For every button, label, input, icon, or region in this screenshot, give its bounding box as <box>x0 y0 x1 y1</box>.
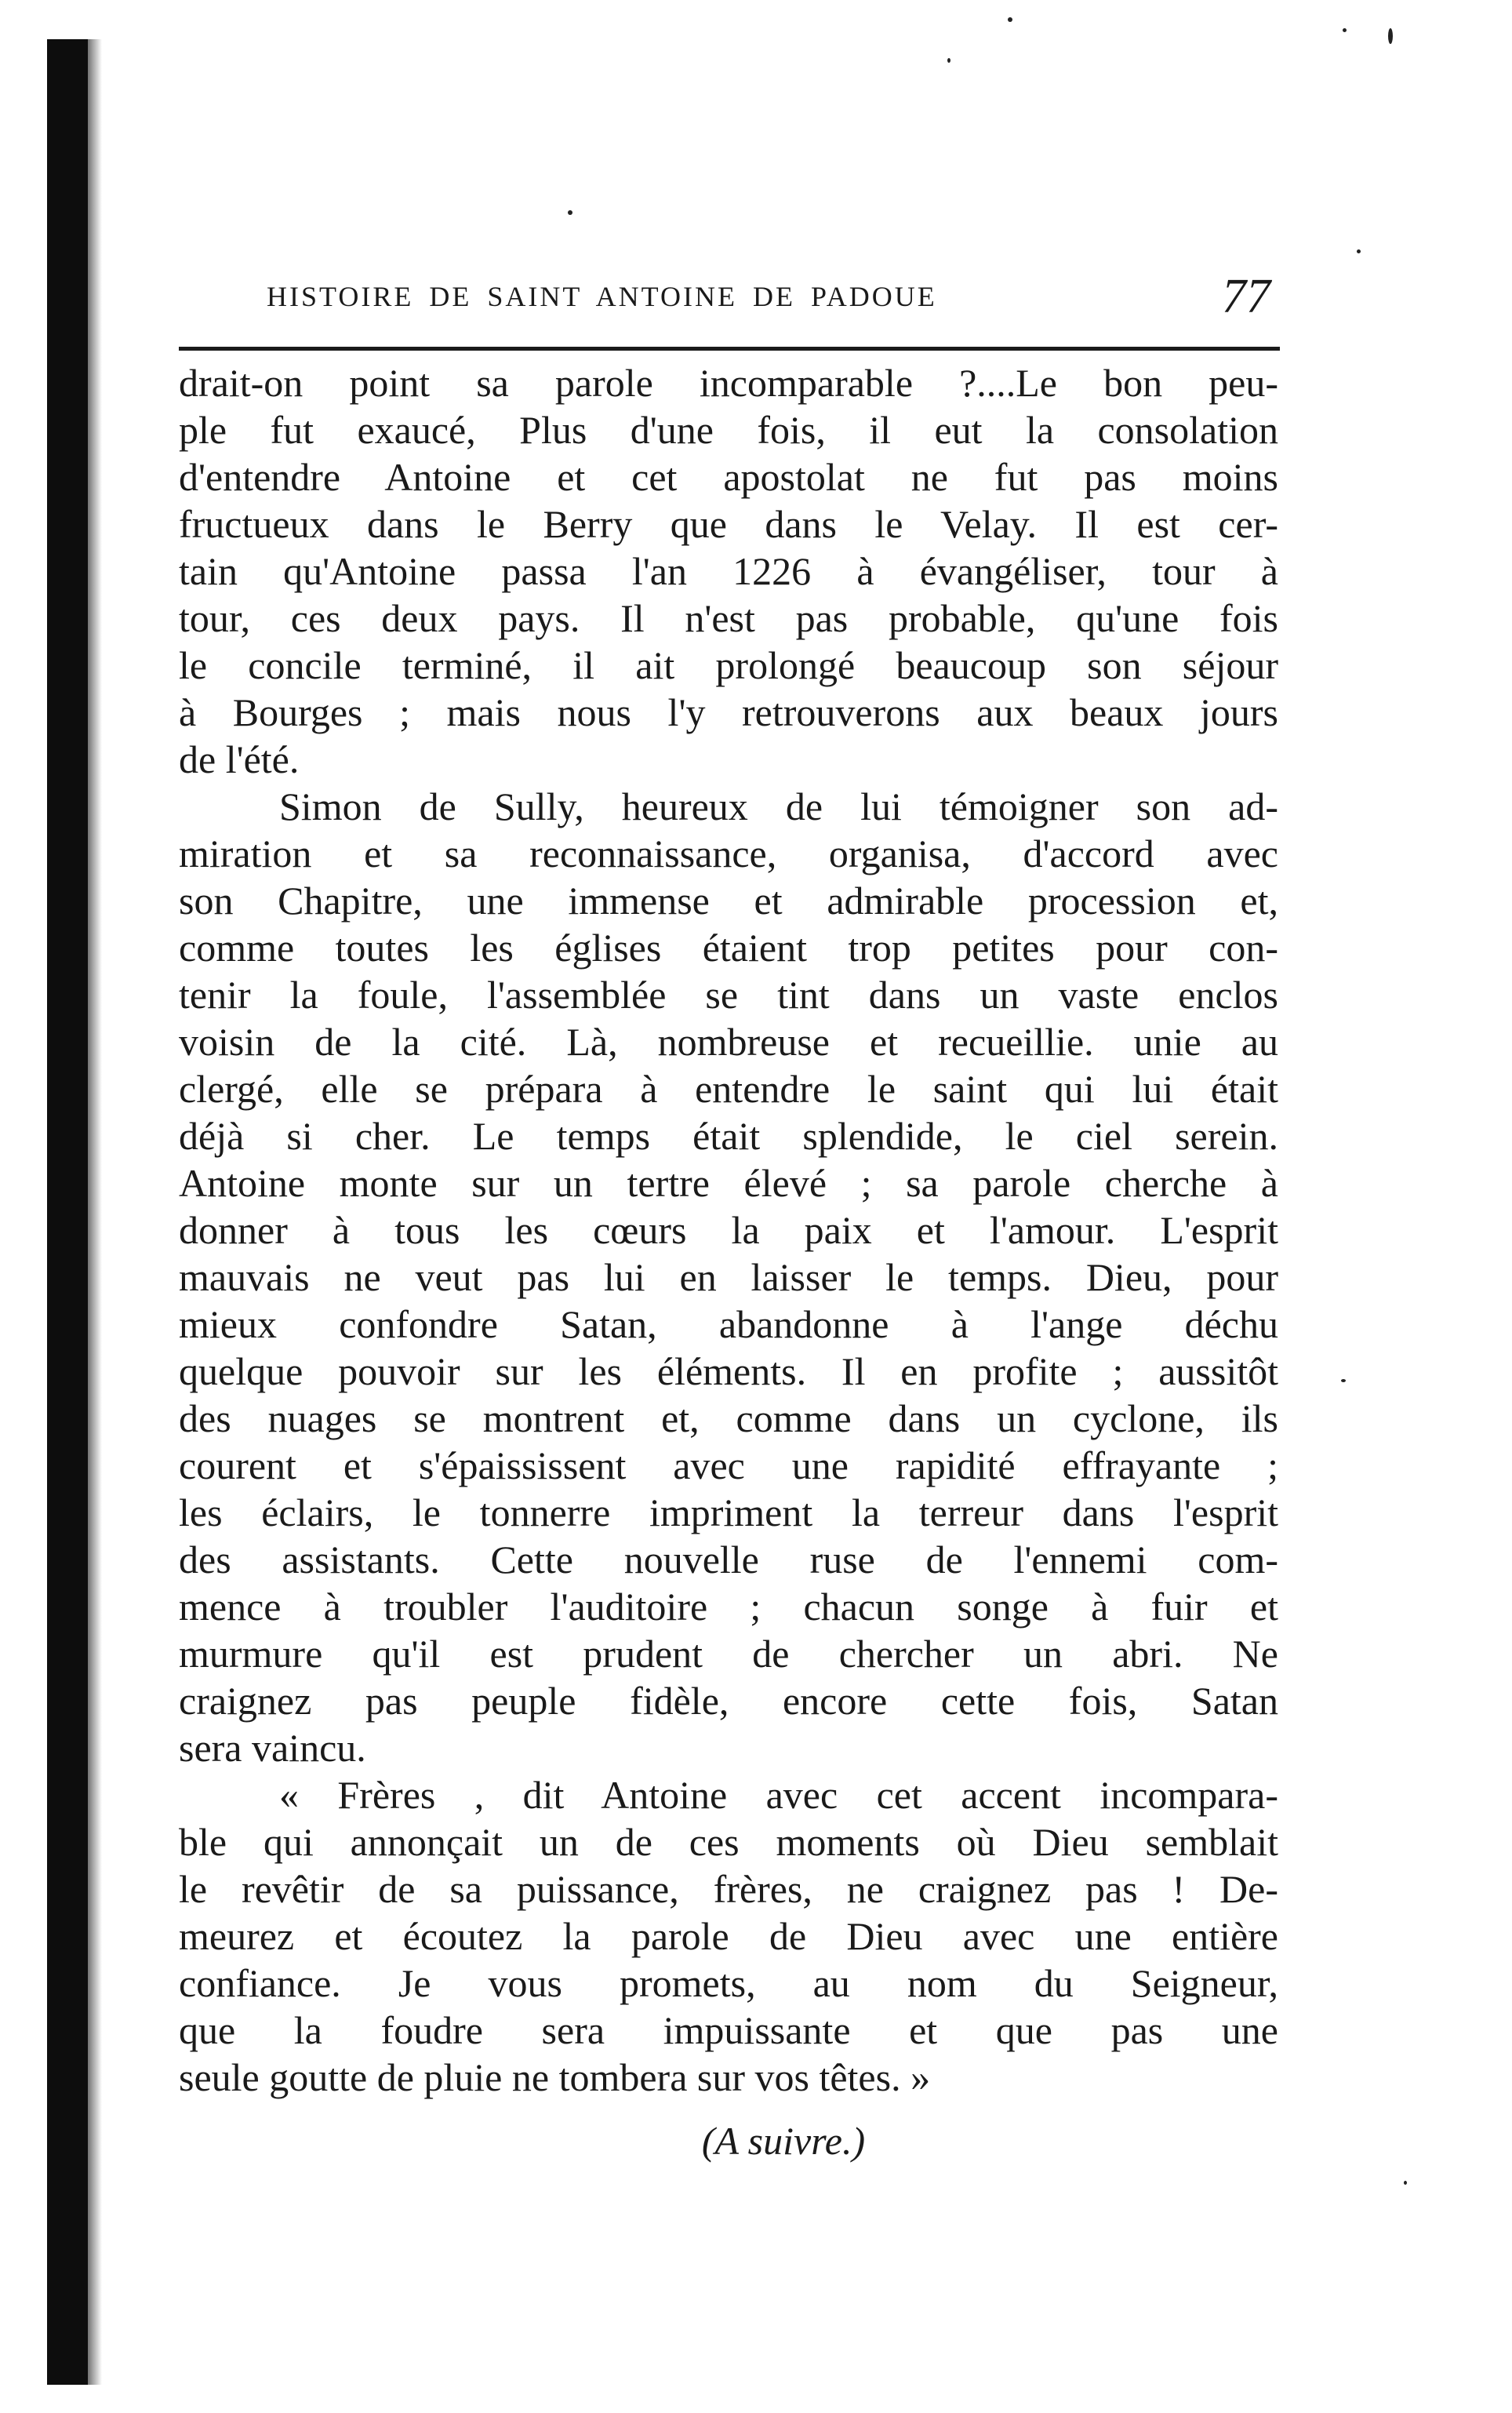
text-line: drait-on point sa parole incomparable ?....Le bon peu- <box>179 361 1278 405</box>
text-line: des nuages se montrent et, comme dans un cyclone, ils <box>179 1396 1278 1440</box>
header-rule <box>179 347 1280 351</box>
running-title: HISTOIRE DE SAINT ANTOINE DE PADOUE <box>267 281 937 312</box>
text-line: fructueux dans le Berry que dans le Velay. Il est cer- <box>179 502 1278 546</box>
text-line: quelque pouvoir sur les éléments. Il en profite ; aussitôt <box>179 1349 1278 1393</box>
text-line: tain qu'Antoine passa l'an 1226 à évangéliser, tour à <box>179 549 1278 593</box>
text-line: des assistants. Cette nouvelle ruse de l'ennemi com- <box>179 1538 1278 1581</box>
text-line: miration et sa reconnaissance, organisa, d'accord avec <box>179 832 1278 875</box>
text-line: Simon de Sully, heureux de lui témoigner son ad- <box>279 784 1278 828</box>
text-line: le concile terminé, il ait prolongé beaucoup son séjour <box>179 643 1278 687</box>
body-text <box>179 359 1278 2176</box>
scan-speck <box>1341 1379 1346 1382</box>
text-line: sera vaincu. <box>179 1726 366 1770</box>
text-line: « Frères , dit Antoine avec cet accent incompara- <box>279 1773 1278 1817</box>
paragraph <box>179 783 1278 1771</box>
scan-speck <box>1008 17 1012 22</box>
text-line: voisin de la cité. Là, nombreuse et recueillie. unie au <box>179 1020 1278 1064</box>
text-line: courent et s'épaississent avec une rapidité effrayante ; <box>179 1443 1278 1487</box>
text-line: Antoine monte sur un tertre élevé ; sa parole cherche à <box>179 1161 1278 1205</box>
text-line: déjà si cher. Le temps était splendide, le ciel serein. <box>179 1114 1278 1158</box>
text-line: craignez pas peuple fidèle, encore cette fois, Satan <box>179 1679 1278 1723</box>
text-line: confiance. Je vous promets, au nom du Seigneur, <box>179 1961 1278 2005</box>
page-number: 77 <box>1222 270 1270 323</box>
text-line: murmure qu'il est prudent de chercher un abri. Ne <box>179 1632 1278 1676</box>
scan-speck <box>1343 28 1347 32</box>
text-line: clergé, elle se prépara à entendre le saint qui lui était <box>179 1067 1278 1111</box>
text-line: les éclairs, le tonnerre impriment la terreur dans l'esprit <box>179 1490 1278 1534</box>
text-line: ble qui annonçait un de ces moments où Dieu semblait <box>179 1820 1278 1864</box>
text-line: donner à tous les cœurs la paix et l'amour. L'esprit <box>179 1208 1278 1252</box>
scan-speck <box>1357 249 1361 253</box>
paragraph <box>179 359 1278 783</box>
text-line: que la foudre sera impuissante et que pas une <box>179 2008 1278 2052</box>
text-line: ple fut exaucé, Plus d'une fois, il eut la consolation <box>179 408 1278 452</box>
scan-speck <box>1388 28 1393 44</box>
text-line: mence à troubler l'auditoire ; chacun songe à fuir et <box>179 1585 1278 1629</box>
text-line: meurez et écoutez la parole de Dieu avec une entière <box>179 1914 1278 1958</box>
text-line: mauvais ne veut pas lui en laisser le temps. Dieu, pour <box>179 1255 1278 1299</box>
text-line: d'entendre Antoine et cet apostolat ne fut pas moins <box>179 455 1278 499</box>
text-line: de l'été. <box>179 737 300 781</box>
to-be-continued: (A suivre.) <box>701 2119 866 2163</box>
text-line: le revêtir de sa puissance, frères, ne craignez pas ! De- <box>179 1867 1278 1911</box>
text-line: seule goutte de pluie ne tombera sur vos têtes. » <box>179 2055 931 2099</box>
running-header <box>267 265 1278 328</box>
text-line: son Chapitre, une immense et admirable procession et, <box>179 879 1278 923</box>
text-line: à Bourges ; mais nous l'y retrouverons aux beaux jours <box>179 690 1278 734</box>
text-line: tour, ces deux pays. Il n'est pas probable, qu'une fois <box>179 596 1278 640</box>
text-line: tenir la foule, l'assemblée se tint dans un vaste enclos <box>179 973 1278 1017</box>
text-line: mieux confondre Satan, abandonne à l'ange déchu <box>179 1302 1278 1346</box>
scan-speck <box>947 58 950 63</box>
binding-shadow-strip <box>47 39 88 2385</box>
paragraph <box>179 1771 1278 2101</box>
scan-speck <box>568 210 572 215</box>
scan-speck <box>1404 2181 1407 2185</box>
text-line: comme toutes les églises étaient trop petites pour con- <box>179 926 1278 970</box>
